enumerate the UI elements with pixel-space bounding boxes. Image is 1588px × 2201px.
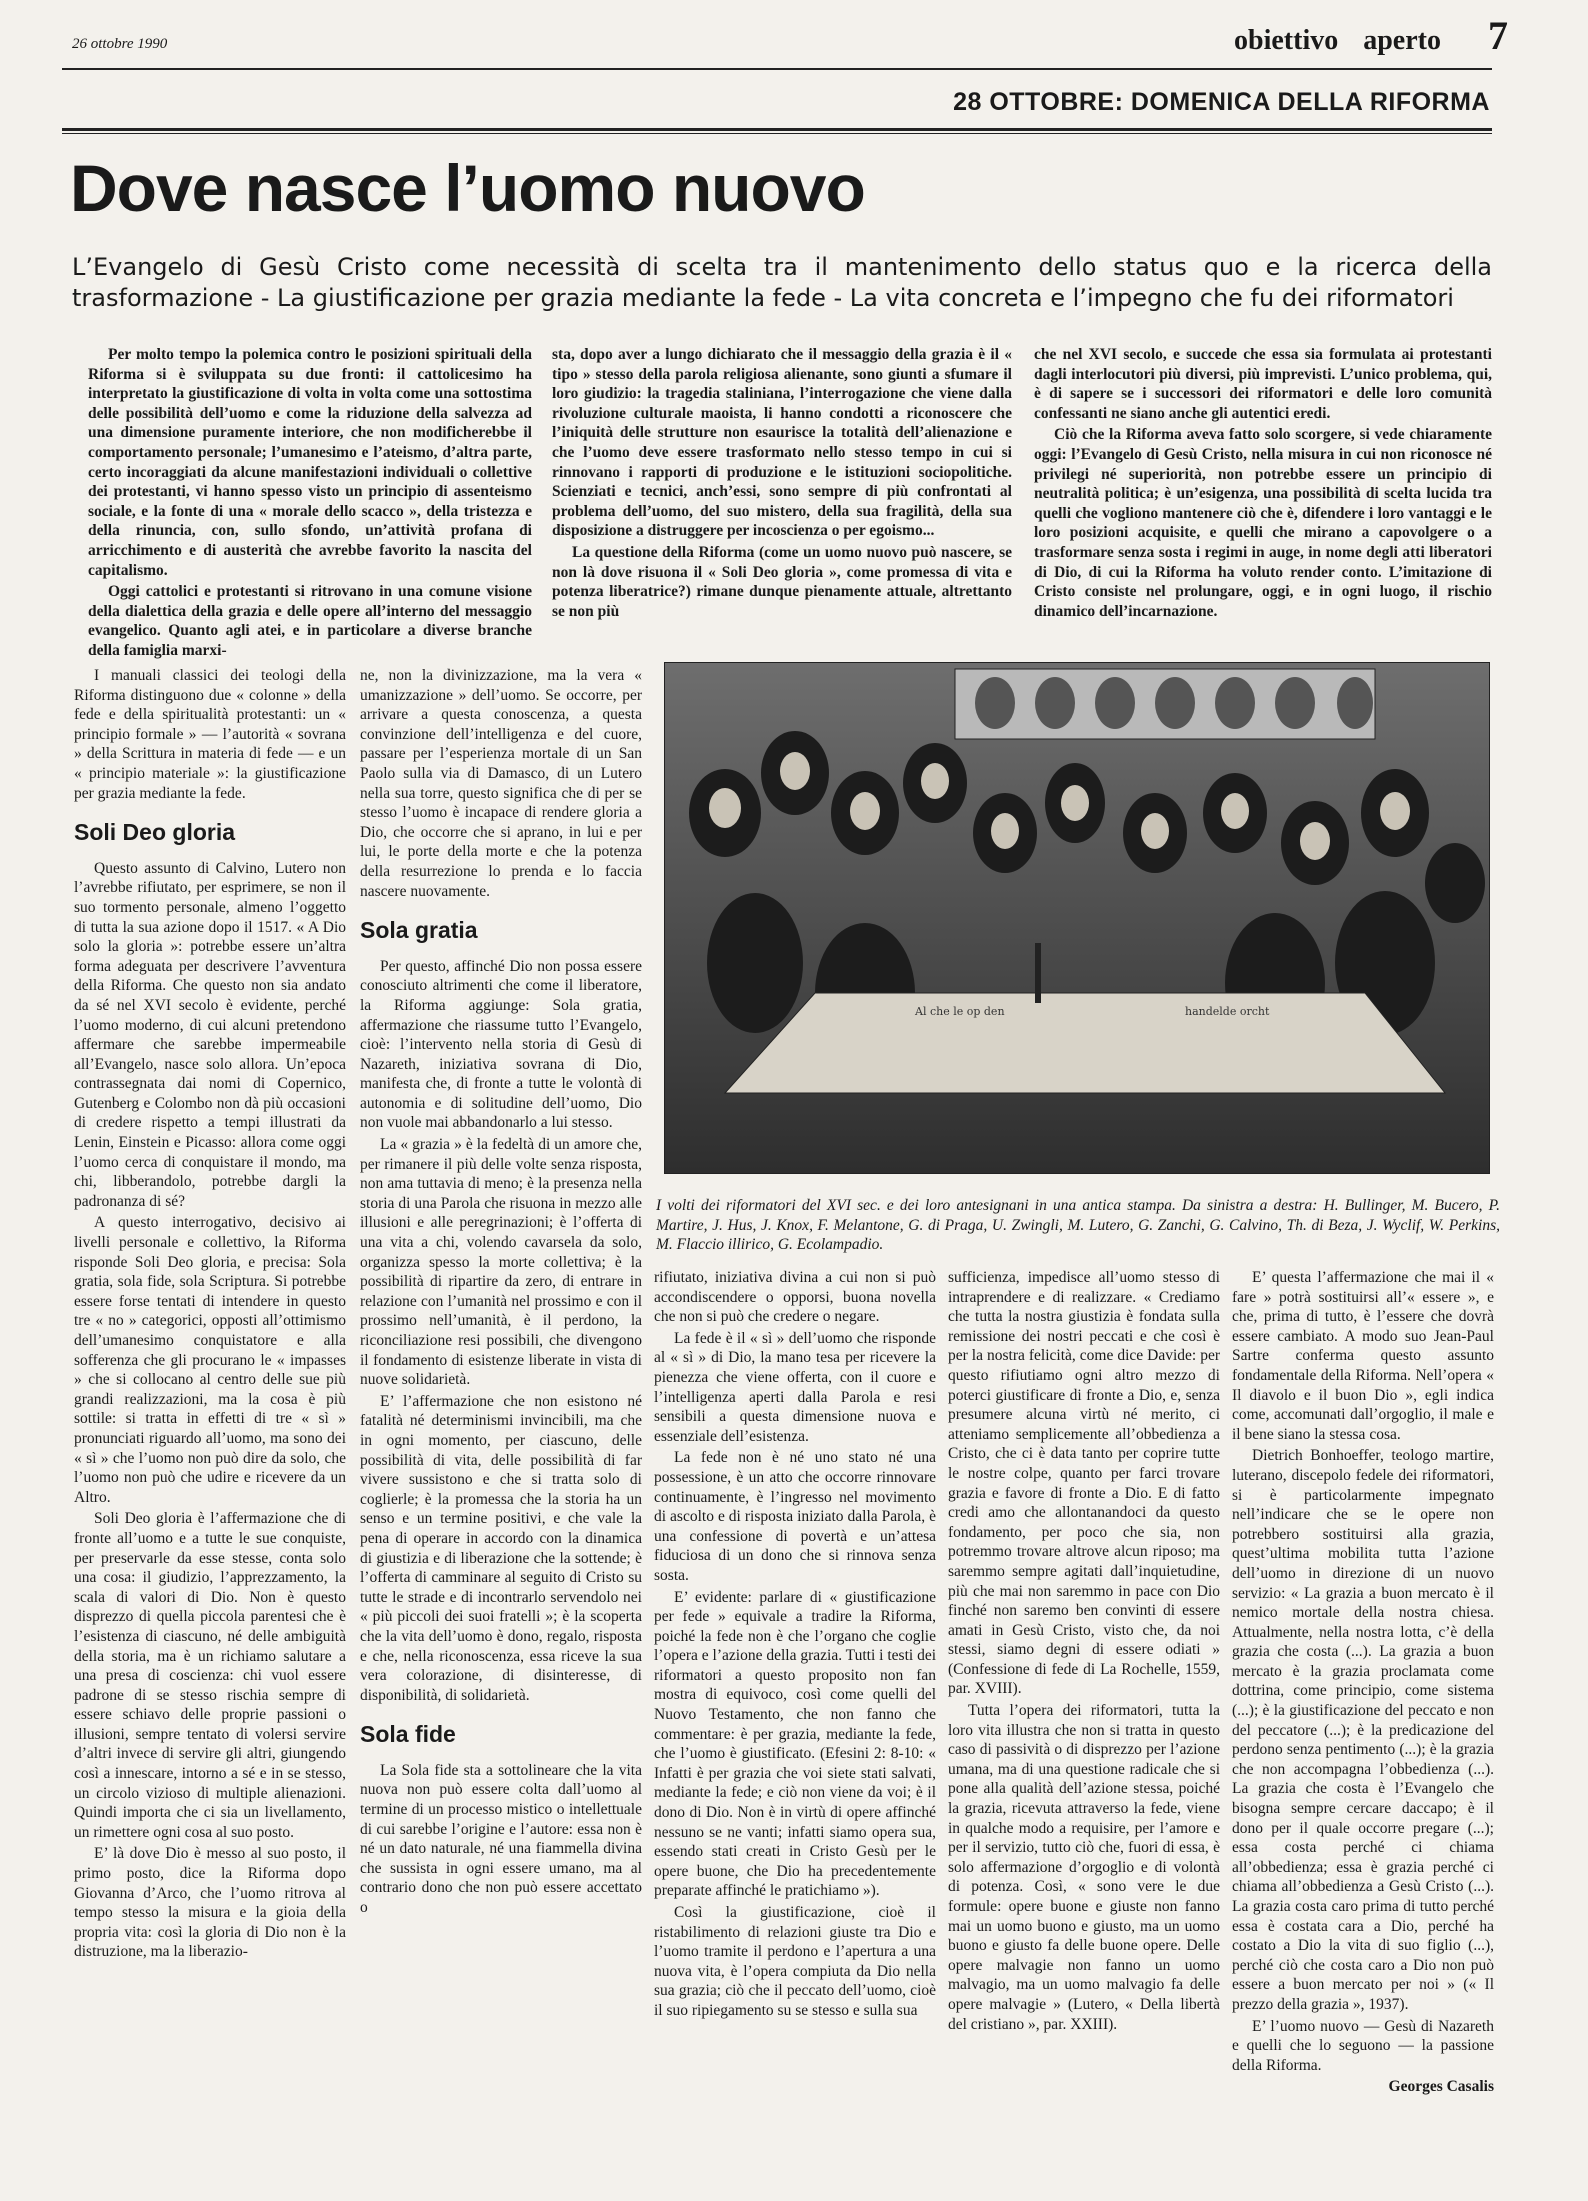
subheading-sola-fide: Sola fide (360, 1721, 456, 1748)
body-paragraph: La fede non è né uno stato né una possessione, è un atto che occorre rinnovare continuamente, è l’ingresso nel movimento di ascolto e di risposta iniziato dalla Parola, è una confessione di povertà e un’attesa fiduciosa di un dono che si rinnova senza sosta. (654, 1449, 936, 1584)
body-paragraph: La « grazia » è la fedeltà di un amore che, per rimanere il più delle volte senza risposta, non ama tuttavia di meno; è la presenza nella storia di una Parola che risuona in mezzo alle illusioni e alle peregrinazioni; è l’offerta di una vita a chi, volendo cavarsela da solo, organizza spesso la morte collettiva; è la possibilità di ripartire da zero, di entrare in relazione con l’umanità nel prossimo e con il prossimo nell’umanità, è il perdono, la riconciliazione resi possibili, che divengono il fondamento di esistenze liberate in vista di nuove solidarietà. (360, 1136, 642, 1389)
engraving-illustration (665, 663, 1489, 1173)
section-rule-thin (62, 133, 1492, 134)
body-paragraph: sufficienza, impedisce all’uomo stesso di intraprendere e di realizzare. « Crediamo che tutta la nostra giustizia è fondata sulla remissione dei nostri peccati e che così è per la nostra felicità, come dice Davide: per questo rifiutiamo ogni altro mezzo di poterci giustificare di fronte a Dio, e, senza presumere alcuna virtù né merito, ci atteniamo semplicemente all’obbedienza a Cristo, che ci è data tanto per coprire tutte le nostre colpe, quanto per farci trovare grazia e favore di fronte a Dio. E di fatto credi amo che allontanandoci da questo fondamento, per poco che sia, non potremmo trovare altrove alcun riposo; ma saremmo sempre agitati dall’inquietudine, più che mai non saremmo in pace con Dio finché non saremo ben convinti di essere amati in Gesù Cristo, visto che, da noi stessi, siamo degni di essere odiati » (Confessione di fede di La Rochelle, 1559, par. XVIII). (948, 1269, 1220, 1698)
body-paragraph: Per questo, affinché Dio non possa essere conosciuto altrimenti che come il liberatore, la Riforma aggiunge: Sola gratia, affermazione che riassume tutto l’Evangelo, cioè: l’intervento nella storia di Gesù di Nazareth, iniziativa sovrana di Dio, manifesta che, di fronte a tutte le volontà di autonomia e di solitudine dell’uomo, Dio non vuole mai abbandonarlo a lui stesso. (360, 957, 642, 1132)
body-column-2 (360, 666, 642, 1920)
body-paragraph: Questo assunto di Calvino, Lutero non l’avrebbe rifiutato, per esprimere, se non il suo tormento personale, almeno l’oggetto di tutta la sua azione dopo il 1517. « A Dio solo la gloria »: potrebbe essere un’altra forma adeguata per descrivere l’avventura della Riforma. Che questo non sia andato da sé nel XVI secolo è evidente, perché l’uomo moderno, di cui alcuni pretendono affermare che sarebbe impermeabile all’Evangelo, nasce solo allora. Un’epoca contrassegnata dai nomi di Copernico, Gutenberg e Colombo non dà più occasioni di credere rispetto a tempi illustrati da Lenin, Einstein e Picasso: allora come oggi l’uomo cerca di conquistare il mondo, ma chi, libberandolo, potrebbe dargli la padronanza di sé? (74, 859, 346, 1210)
page-header (1234, 12, 1508, 59)
body-column-4 (948, 1268, 1220, 2036)
header-rule (62, 68, 1492, 70)
body-paragraph: La Sola fide sta a sottolineare che la vita nuova non può essere colta dall’uomo al termine di un processo mistico o intellettuale di cui sarebbe l’origine e l’autore: essa non è né un dato naturale, né una fiammella divina che sussista in ogni essere umano, ma al contrario dono che non può essere accettato o (360, 1761, 642, 1917)
intro-column-3 (1034, 345, 1492, 623)
body-paragraph: Soli Deo gloria è l’affermazione che di fronte all’uomo e a tutte le sue conquiste, per preservarle da esse stesse, conta solo una cosa: il giudizio, l’apprezzamento, la scala di valori di Dio. Non è questo disprezzo di quella piccola parentesi che è l’esistenza di ciascuno, né delle ambiguità della storia, ma è un richiamo salutare a una presa di coscienza: chi vuol essere padrone di se stesso rischia sempre di essere schiavo delle proprie passioni o illusioni, sempre tentato di volersi servire d’altri invece di servire gli altri, giungendo così a innescare, intorno a sé e in se stesso, un circolo vizioso di multiple alienazioni. Quindi importa che ci sia un livellamento, un rimettere ogni cosa al suo posto. (74, 1510, 346, 1841)
subheading-soli-deo-gloria: Soli Deo gloria (74, 819, 236, 846)
body-paragraph: rifiutato, iniziativa divina a cui non si può accondiscendere o opporsi, buona novella che non si può che credere o negare. (654, 1269, 936, 1326)
body-paragraph: E’ questa l’affermazione che mai il « fare » potrà sostituirsi all’« essere », e che, prima di tutto, è l’essere che dovrà essere cambiato. A modo suo Jean-Paul Sartre conferma questo assunto fondamentale della Riforma. Nell’opera « Il diavolo e il buon Dio », egli indica come, accomunati dall’orgoglio, il male e il bene siano la stessa cosa. (1232, 1269, 1494, 1443)
intro-paragraph: La questione della Riforma (come un uomo nuovo può nascere, se non là dove risuona il « Soli Deo gloria », come promessa di vita e potenza liberatrice?) rimane dunque pienamente attuale, altrettanto se non più (552, 543, 1012, 620)
reformers-engraving-image (664, 662, 1490, 1174)
banner-left-text: Al che le op den (915, 1005, 1005, 1018)
body-paragraph: E’ l’affermazione che non esistono né fatalità né determinismi invincibili, ma che in ogni momento, per ciascuno, delle possibilità di vita, delle possibilità di far vivere sussistono e che si tratta solo di coglierle; è la promessa che la storia ha un senso e un termine positivi, e che vale la pena di operare in accordo con la dinamica di giustizia e di liberazione che la sottende; è l’offerta di camminare al seguito di Cristo su tutte le strade e di incontrarlo servendolo nei « più piccoli dei suoi fratelli »; è la scoperta che la vita dell’uomo è dono, regalo, risposta e che, nella riconoscenza, essa riceve la sua vera colorazione, di disinteresse, di disponibilità, di solidarietà. (360, 1392, 642, 1704)
intro-paragraph: che nel XVI secolo, e succede che essa sia formulata ai protestanti dagli interlocutori più diversi, più imprevisti. L’unico problema, qui, è di sapere se i successori dei riformatori e delle loro comunità confessanti ne siano anche gli autentici eredi. (1034, 346, 1492, 422)
body-paragraph: Dietrich Bonhoeffer, teologo martire, luterano, discepolo fedele dei riformatori, si è particolarmente impegnato nell’indicare che se le opere non potrebbero sostituirsi alla grazia, quest’ultima mobilita tutta l’azione dell’uomo in direzione di un nuovo servizio: « La grazia a buon mercato è il nemico mortale della nostra chiesa. Attualmente, nella nostra lotta, c’è della grazia che costa (...). La grazia a buon mercato è la grazia proclamata come dottrina, come principio, come sistema (...); è la giustificazione del peccato e non del peccatore (...); è la predicazione del perdono senza pentimento (...); è la grazia che non accompagna l’obbedienza (...). La grazia che costa è l’Evangelo che bisogna sempre cercare daccapo; è il dono per il quale occorre pregare (...); essa costa perché ci chiama all’obbedienza; essa è grazia perché ci chiama all’obbedienza a Gesù Cristo (...). La grazia costa caro prima di tutto perché essa è costata cara a Dio, perché ha costato a Dio la vita di suo figlio (...), perché ciò che costa caro a Dio non può essere a buon mercato per noi » (« Il prezzo della grazia », 1937). (1232, 1447, 1494, 2013)
body-paragraph: ne, non la divinizzazione, ma la vera « umanizzazione » dell’uomo. Se occorre, per arrivare a questa conoscenza, a questa convinzione dell’intelligenza e del cuore, passare per l’esperienza mortale di un San Paolo sulla via di Damasco, di un Lutero nella sua torre, questo significa che di per se stesso l’uomo è incapace di rendere gloria a Dio, che occorre che si aprano, in lui e per lui, le porte della morte e che la potenza della resurrezione lo prenda e lo faccia nascere nuovamente. (360, 667, 642, 900)
headline: Dove nasce l’uomo nuovo (70, 151, 865, 225)
intro-column-2 (552, 345, 1012, 623)
body-paragraph: La fede è il « sì » dell’uomo che risponde al « sì » di Dio, la mano tesa per ricevere la pienezza che viene offerta, con il cuore e l’intelligenza aperti dalla Parola e resi sensibili a questa dimensione nuova e essenziale dell’esistenza. (654, 1329, 936, 1445)
intro-paragraph: Oggi cattolici e protestanti si ritrovano in una comune visione della dialettica della grazia e delle opere all’interno del messaggio evangelico. Quanto agli atei, e in particolare a diverse branche della famiglia marxi- (88, 583, 532, 659)
intro-paragraph: sta, dopo aver a lungo dichiarato che il messaggio della grazia è il « tipo » stesso della parola religiosa alienante, sono giunti a sfumare il loro giudizio: la tragedia staliniana, l’interrogazione che viene dalla rivoluzione culturale maoista, li hanno condotti a riconoscere che l’iniquità delle strutture non esaurisce la totalità dell’alienazione e che l’uomo deve essere trasformato nello stesso tempo in cui si rinnovano i rapporti di produzione e le istituzioni sociopolitiche. Scienziati e tecnici, anch’essi, sono sempre di più confrontati al problema dell’uomo, del suo mistero, della sua fragilità, della sua disposizione a distruggere per incoscienza o per egoismo... (552, 346, 1012, 540)
body-paragraph: I manuali classici dei teologi della Riforma distinguono due « colonne » della fede e della spiritualità protestanti: un « principio formale » — l’autorità « sovrana » della Scrittura in materia di fede — e un « principio materiale »: la giustificazione per grazia mediante la fede. (74, 667, 346, 802)
image-caption: I volti dei riformatori del XVI sec. e dei loro antesignani in una antica stampa. Da sinistra a destra: H. Bullinger, M. Bucero, P. Martire, J. Hus, J. Knox, F. Melantone, G. di Praga, U. Zwingli, M. Lutero, G. Zanchi, G. Calvino, Th. di Beza, J. Wyclif, W. Perkins, M. Flaccio illirico, G. Ecolampadio. (656, 1197, 1500, 1254)
subheading-sola-gratia: Sola gratia (360, 917, 478, 944)
body-column-3 (654, 1268, 936, 2023)
intro-paragraph: Per molto tempo la polemica contro le posizioni spirituali della Riforma si è sviluppata su due fronti: il cattolicesimo ha interpretato la giustificazione di volta in volta come una sottostima delle possibilità dell’uomo e come la riduzione della salvezza ad una dimensione puramente interiore, che non modificherebbe il comportamento personale; l’umanesimo e l’ateismo, d’altra parte, certo incoraggiati da alcune manifestazioni individuali o collettive dei protestanti, vi hanno spesso visto un principio di assenteismo sociale, e la fonte di una « morale dello scacco », della tristezza e della rinuncia, con, sullo sfondo, un’attività profana di arricchimento e di austerità che avrebbe favorito la nascita del capitalismo. (88, 346, 532, 579)
body-paragraph: Tutta l’opera dei riformatori, tutta la loro vita illustra che non si tratta in questo caso di passività o di disprezzo per l’azione umana, ma di una questione radicale che si pone alla qualità dell’azione stessa, poiché la grazia, ricevuta attraverso la fede, viene in qualche modo a requisire, per l’amore e per il servizio, tutto ciò che, fuori di essa, è solo affermazione d’orgoglio e di volontà di potenza. Così, « sono vere le due formule: opere buone e giuste non fanno mai un uomo buono e giusto, ma un uomo buono e giusto fa delle buone opere. Delle opere malvagie non fanno un uomo malvagio, ma un uomo malvagio fa delle opere malvagie » (Lutero, « Della libertà del cristiano », par. XXIII). (948, 1702, 1220, 2033)
body-column-1 (74, 666, 346, 1964)
banner-right-text: handelde orcht (1185, 1005, 1270, 1018)
body-paragraph: E’ là dove Dio è messo al suo posto, il primo posto, dice la Riforma dopo Giovanna d’Arco, che l’uomo ritrova al tempo stesso la misura e la gioia della propria vita: così la gloria di Dio non è la distruzione, ma la liberazio- (74, 1845, 346, 1961)
section-right: aperto (1363, 25, 1441, 56)
section-title: 28 OTTOBRE: DOMENICA DELLA RIFORMA (953, 88, 1490, 116)
body-paragraph: Così la giustificazione, cioè il ristabilimento di relazioni giuste tra Dio e l’uomo tramite il perdono e l’apertura a una nuova vita, è l’opera compiuta da Dio nella sua grazia; ciò che il peccato dell’uomo, cioè il suo ripiegamento su se stesso e sulla sua (654, 1904, 936, 2019)
table (725, 993, 1445, 1093)
intro-paragraph: Ciò che la Riforma aveva fatto solo scorgere, si vede chiaramente oggi: l’Evangelo di Gesù Cristo, nella misura in cui non riconosce né privilegi né superiorità, non potrebbe essere un principio di neutralità politica; è un’esigenza, una possibilità di scelta lucida tra quelli che vogliono mantenere ciò che è, difendere i loro vantaggi e le loro posizioni acquisite, e quelli che mirano a capovolgere o a trasformare senza sosta i regimi in auge, in nome degli atti liberatori di Dio, di cui la Riforma ha voluto render conto. L’imitazione di Cristo consiste nel prolungare, oggi, e in ogni luogo, il rischio dinamico dell’incarnazione. (1034, 426, 1492, 620)
section-left: obiettivo (1234, 25, 1339, 56)
candle (1035, 943, 1041, 1003)
page-number: 7 (1488, 13, 1508, 58)
section-rule (62, 128, 1492, 131)
issue-date: 26 ottobre 1990 (72, 36, 168, 52)
subheadline: L’Evangelo di Gesù Cristo come necessità di scelta tra il mantenimento dello status quo e la ricerca della trasformazione - La giustificazione per grazia mediante la fede - La vita concreta e l’impegno che fu dei riformatori (72, 253, 1492, 312)
body-paragraph: E’ evidente: parlare di « giustificazione per fede » equivale a tradire la Riforma, poiché la fede non è che l’organo che coglie l’opera e l’azione della grazia. Tutti i testi dei riformatori a questo proposito non fan mostra di equivoco, così come quelli del Nuovo Testamento, che non fanno che commentare: è per grazia, mediante la fede, che l’uomo è giustificato. (Efesini 2: 8-10: « Infatti è per grazia che voi siete stati salvati, mediante la fede; e ciò non viene da voi; è il dono di Dio. Non è in virtù di opere affinché nessuno se ne vanti; infatti siamo opera sua, essendo stati creati in Cristo Gesù per le opere buone, che Dio ha precedentemente preparate affinché le pratichiamo »). (654, 1588, 936, 1900)
intro-column-1 (88, 345, 532, 663)
body-paragraph: A questo interrogativo, decisivo ai livelli personale e collettivo, la Riforma risponde Soli Deo gloria, e precisa: Sola gratia, sola fide, sola Scriptura. Si potrebbe essere forse tentati di intendere in questo tre « no » categorici, opposti all’ottimismo dell’umanesimo conquistatore e alla sofferenza che gli procurano le « impasses » che si collocano al centro delle sue più grandi realizzazioni, ma la cosa è più sottile: si tratta in effetti di tre « sì » pronunciati riguardo all’uomo, ma sono dei « sì » che l’uomo non può dire da solo, che l’uomo non può che udire e ricevere da un Altro. (74, 1214, 346, 1506)
body-paragraph: E’ l’uomo nuovo — Gesù di Nazareth e quelli che lo seguono — la passione della Riforma. (1232, 2017, 1494, 2074)
author-signature: Georges Casalis (1388, 2078, 1494, 2096)
body-column-5 (1232, 1268, 1494, 2099)
